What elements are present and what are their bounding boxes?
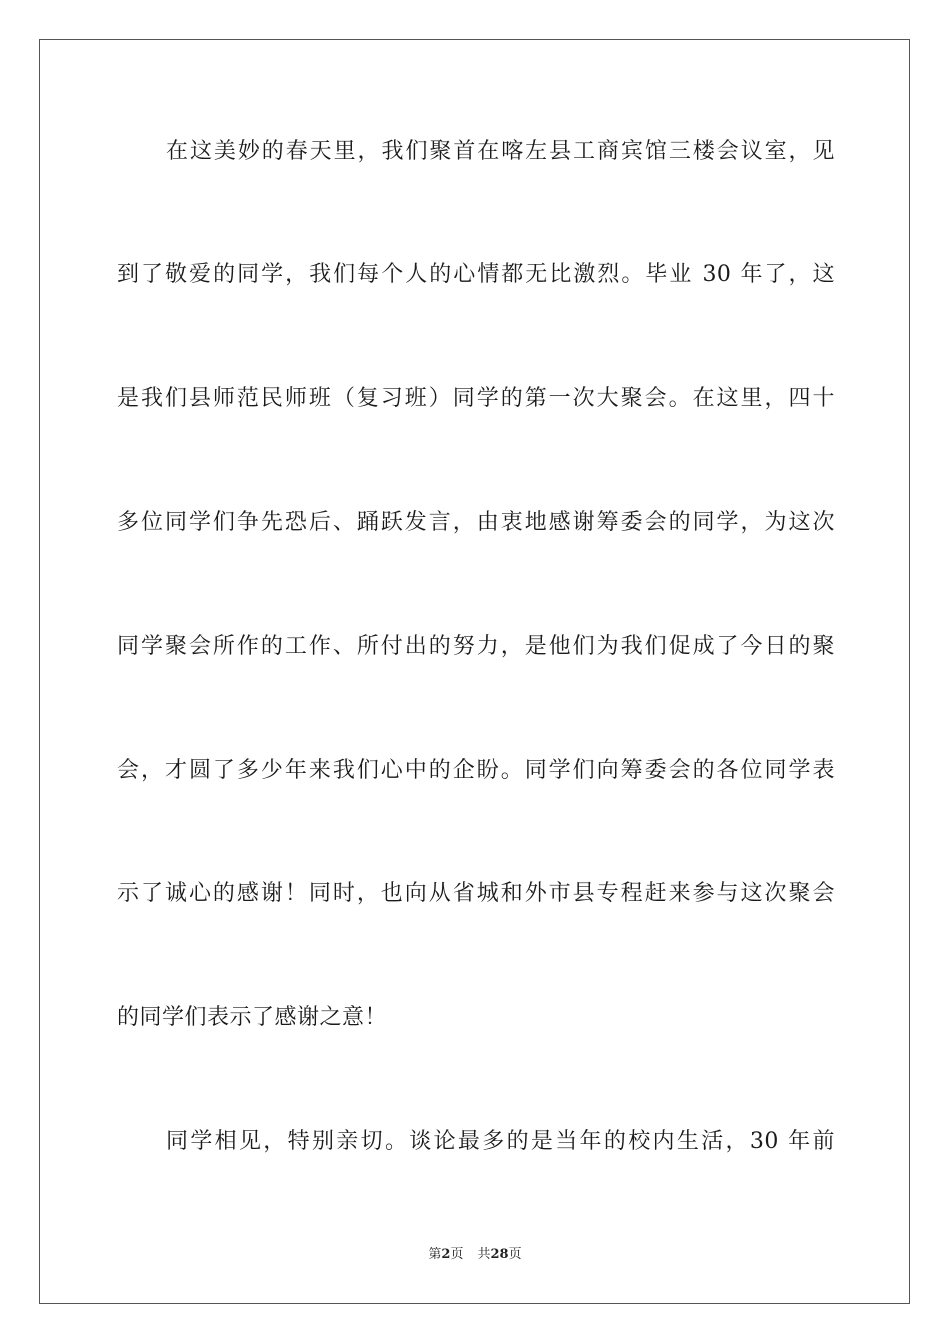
page-suffix: 页	[450, 1247, 464, 1262]
page-prefix: 第	[428, 1247, 442, 1262]
current-page-number: 2	[441, 1247, 451, 1262]
paragraph-line: 到了敬爱的同学，我们每个人的心情都无比激烈。毕业 30 年了，这	[117, 262, 835, 287]
total-prefix: 共	[477, 1247, 491, 1262]
page-footer	[0, 1247, 950, 1263]
paragraph-line: 同学聚会所作的工作、所付出的努力，是他们为我们促成了今日的聚	[117, 634, 835, 659]
total-suffix: 页	[508, 1247, 522, 1262]
paragraph-line: 是我们县师范民师班（复习班）同学的第一次大聚会。在这里，四十	[117, 386, 835, 411]
paragraph-line: 的同学们表示了感谢之意！	[117, 1005, 388, 1030]
page-frame	[39, 39, 910, 1304]
paragraph-line: 在这美妙的春天里，我们聚首在喀左县工商宾馆三楼会议室，见	[166, 139, 835, 164]
paragraph-line: 同学相见，特别亲切。谈论最多的是当年的校内生活，30 年前	[166, 1129, 835, 1154]
total-page-count: 28	[490, 1247, 509, 1262]
paragraph-line: 会，才圆了多少年来我们心中的企盼。同学们向筹委会的各位同学表	[117, 758, 835, 783]
paragraph-line: 多位同学们争先恐后、踊跃发言，由衷地感谢筹委会的同学，为这次	[117, 510, 835, 535]
paragraph-line: 示了诚心的感谢！同时，也向从省城和外市县专程赶来参与这次聚会	[117, 881, 835, 906]
